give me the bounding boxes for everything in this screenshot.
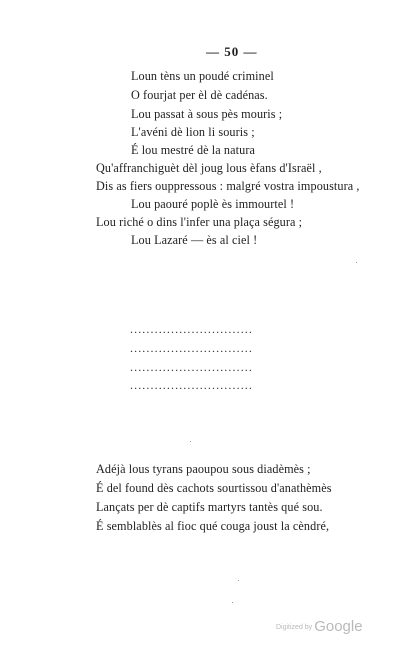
- ellipsis-line: ..............................: [130, 360, 253, 374]
- verse-line: Lançats per dè captifs martyrs tantès qué sou.: [96, 500, 323, 514]
- verse-line: Lou paouré poplè ès immourtel !: [131, 197, 295, 211]
- paper-speck: [356, 262, 357, 263]
- page-number: — 50 —: [206, 44, 258, 59]
- verse-line: Lou Lazaré — ès al ciel !: [131, 233, 258, 247]
- verse-line: Lou passat à sous pès mouris ;: [131, 107, 283, 121]
- watermark-prefix: Digitized by: [276, 624, 313, 631]
- verse-line: O fourjat per èl dè cadénas.: [131, 88, 268, 102]
- watermark-brand: Google: [314, 618, 363, 635]
- verse-line: L'avéni dè lion li souris ;: [131, 125, 255, 139]
- digitization-watermark: [276, 618, 363, 636]
- verse-line: Adéjà lous tyrans paoupou sous diadèmès ;: [96, 462, 311, 476]
- ellipsis-line: ..............................: [130, 341, 253, 355]
- verse-line: Loun tèns un poudé criminel: [131, 69, 274, 83]
- ellipsis-line: ..............................: [130, 322, 253, 336]
- verse-line: É del found dès cachots sourtissou d'anathèmès: [96, 481, 332, 495]
- verse-line: Lou riché o dins l'infer una plaça ségura ;: [96, 215, 303, 229]
- ellipsis-line: ..............................: [130, 378, 253, 392]
- verse-line: É semblablès al fioc qué couga joust la cèndré,: [96, 519, 330, 533]
- paper-speck: [232, 602, 233, 603]
- verse-line: Dis as fiers ouppressous : malgré vostra impoustura ,: [96, 179, 360, 193]
- verse-line: É lou mestré dè la natura: [131, 143, 255, 157]
- paper-speck: [190, 441, 191, 442]
- verse-line: Qu'affranchiguèt dèl joug lous èfans d'Israël ,: [96, 161, 322, 175]
- paper-speck: [238, 580, 239, 581]
